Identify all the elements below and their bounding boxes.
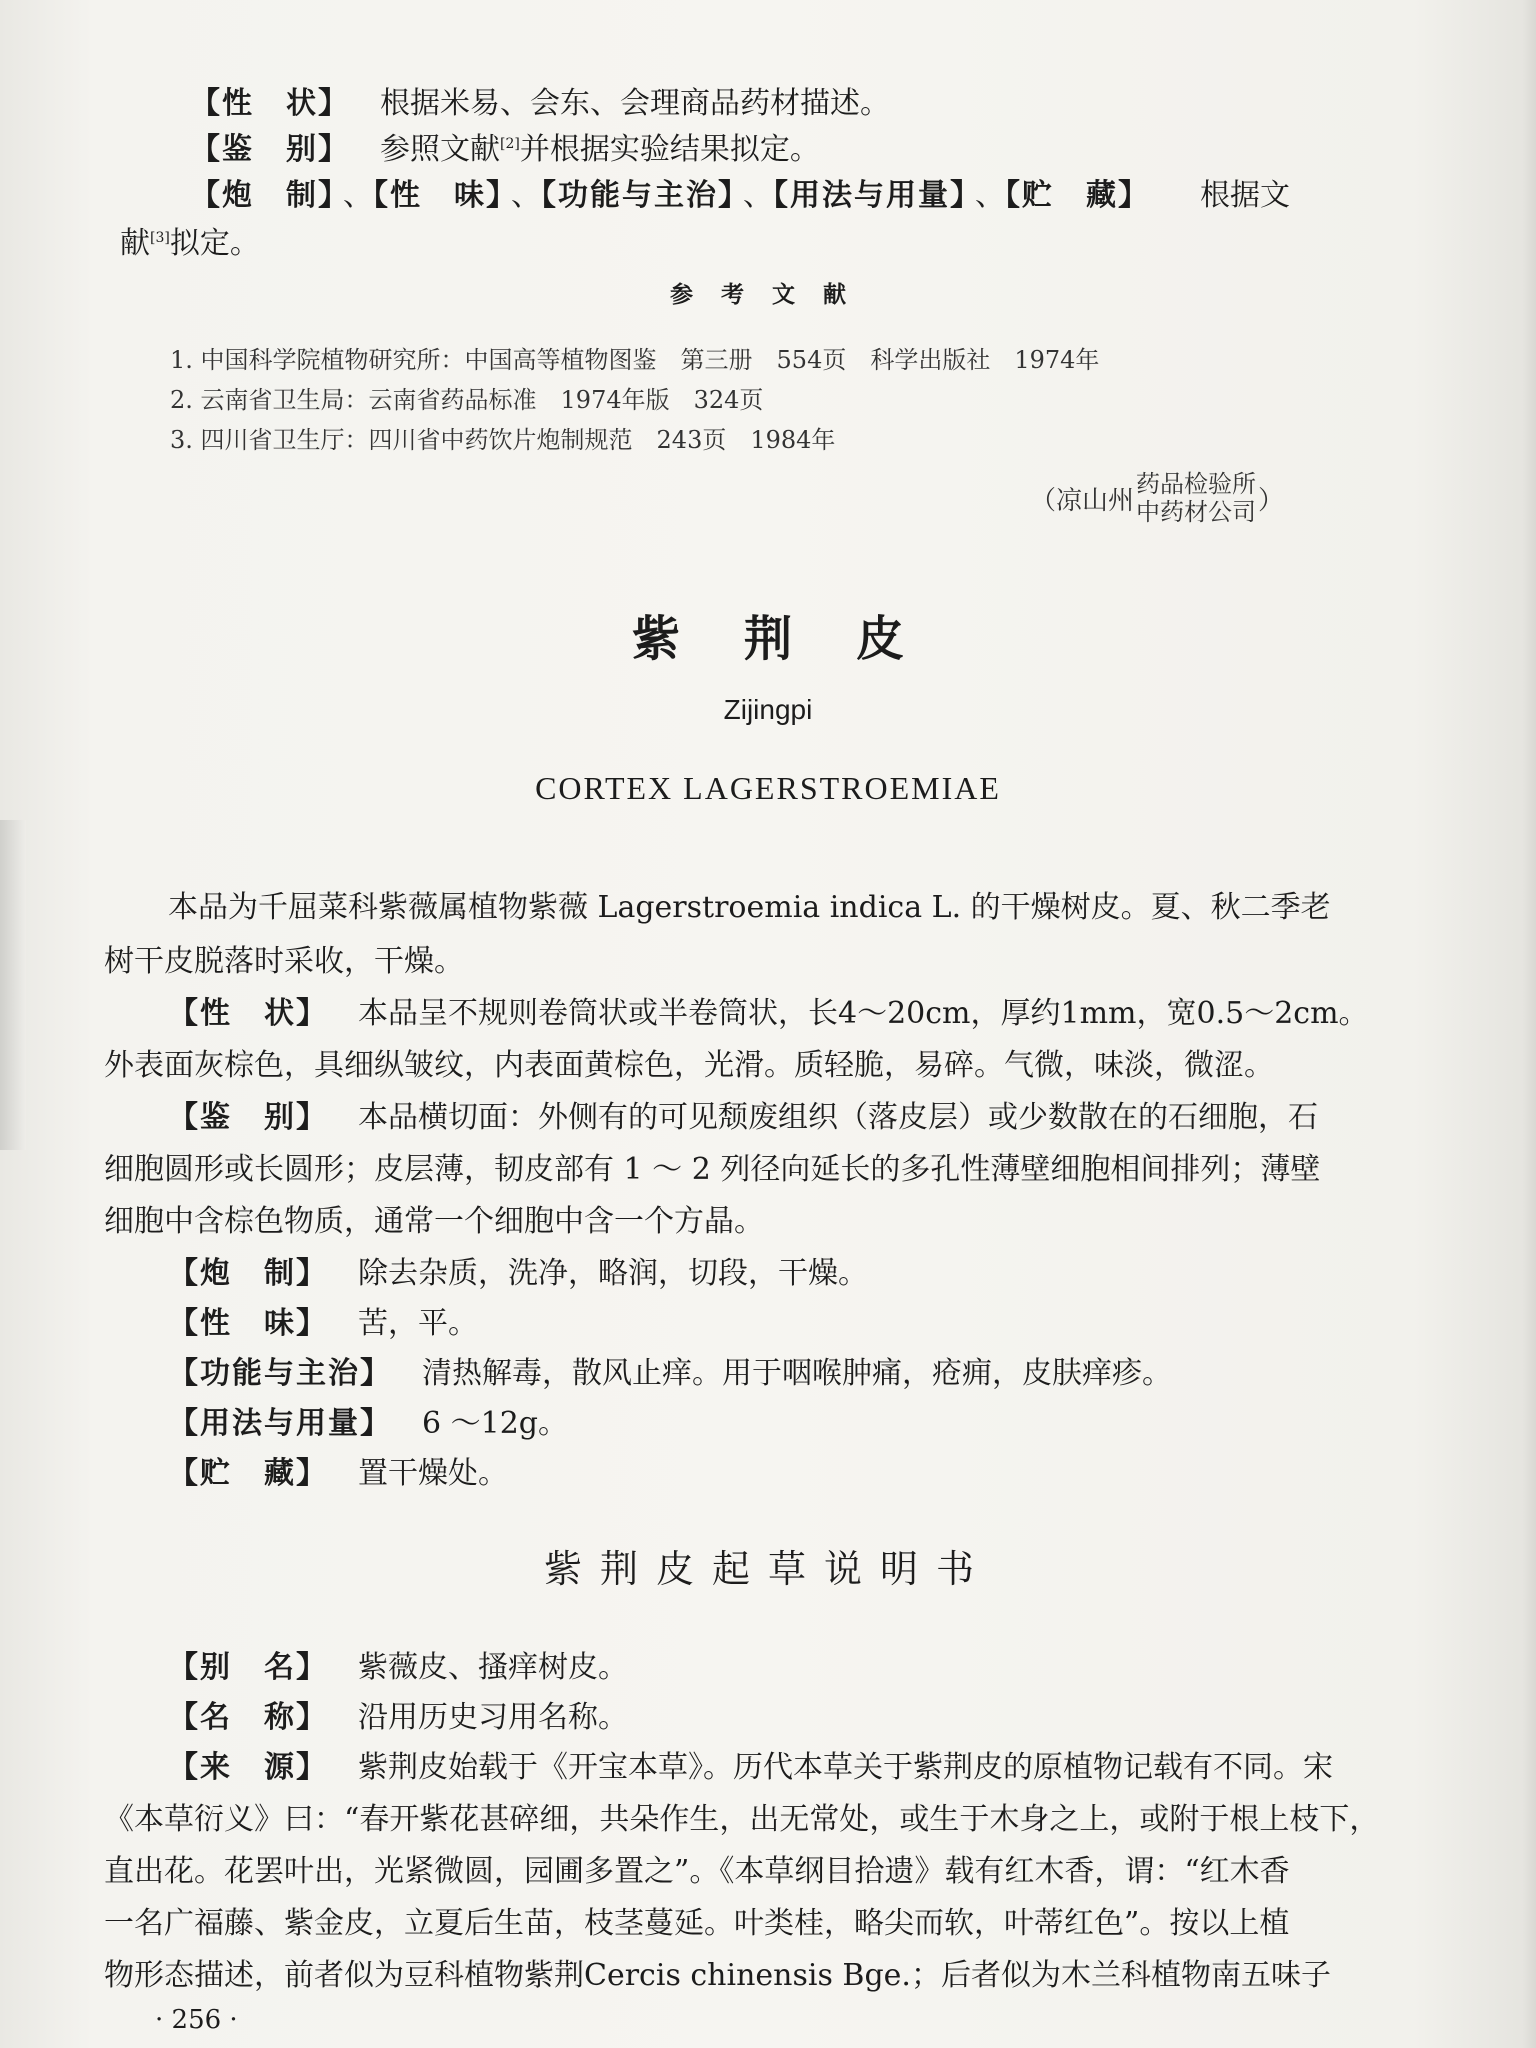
gongneng-line bbox=[168, 1348, 1172, 1392]
reference-item: 3. 四川省卫生厅：四川省中药饮片炮制规范 243页 1984年 bbox=[170, 426, 836, 454]
separator: 、 bbox=[975, 178, 1005, 213]
references-heading: 参考文献 bbox=[670, 282, 874, 308]
affiliation-stack bbox=[1136, 470, 1256, 526]
section-label: 【鉴 别】 bbox=[168, 1100, 328, 1135]
xingzhuang-line: 外表面灰棕色，具细纵皱纹，内表面黄棕色，光滑。质轻脆，易碎。气微，味淡，微涩。 bbox=[104, 1048, 1274, 1083]
affiliation-line: 药品检验所 bbox=[1136, 470, 1257, 498]
prev-continuation-line bbox=[120, 218, 260, 262]
paozhi-line bbox=[168, 1248, 868, 1292]
bieming-line bbox=[168, 1642, 628, 1686]
monograph-latin-name: CORTEX LAGERSTROEMIAE bbox=[535, 770, 1001, 806]
section-text: 献 bbox=[120, 226, 150, 261]
section-text: 根据文 bbox=[1200, 178, 1290, 213]
xingwei-line bbox=[168, 1298, 478, 1342]
section-label: 【炮 制】 bbox=[168, 1256, 328, 1291]
section-label: 【性 状】 bbox=[190, 86, 350, 121]
section-text: 本品横切面：外侧有的可见颓废组织（落皮层）或少数散在的石细胞，石 bbox=[358, 1100, 1318, 1135]
monograph-pinyin: Zijingpi bbox=[723, 694, 813, 725]
section-label: 【贮 藏】 bbox=[168, 1456, 328, 1491]
yongfa-line bbox=[168, 1398, 568, 1442]
affiliation-prefix: （凉山州 bbox=[1030, 485, 1135, 516]
citation-ref: [3] bbox=[150, 230, 170, 246]
citation-ref: [2] bbox=[500, 136, 520, 152]
section-text: 苦，平。 bbox=[358, 1306, 478, 1341]
section-text: 6 ～12g。 bbox=[422, 1406, 569, 1441]
separator: 、 bbox=[743, 178, 773, 213]
section-text: 本品呈不规则卷筒状或半卷筒状，长4～20cm，厚约1mm，宽0.5～2cm。 bbox=[358, 996, 1369, 1031]
mingcheng-line bbox=[168, 1692, 628, 1736]
author-affiliation bbox=[1030, 470, 1284, 526]
prev-xingzhuang-line bbox=[190, 78, 890, 122]
prev-combined-labels-line bbox=[190, 170, 1290, 214]
section-label: 【用法与用量】 bbox=[773, 178, 967, 213]
section-label: 【性 味】 bbox=[373, 178, 503, 213]
section-text: 参照文献 bbox=[380, 132, 500, 167]
binding-shadow bbox=[0, 820, 26, 1150]
section-label: 【用法与用量】 bbox=[168, 1406, 392, 1441]
laiyuan-line: 《本草衍义》曰：“春开紫花甚碎细，共朵作生，出无常处，或生于木身之上，或附于根上枝下， bbox=[104, 1802, 1380, 1837]
section-label: 【贮 藏】 bbox=[1005, 178, 1150, 213]
section-text: 根据米易、会东、会理商品药材描述。 bbox=[380, 86, 890, 121]
laiyuan-line bbox=[168, 1742, 1333, 1786]
section-label: 【鉴 别】 bbox=[190, 132, 350, 167]
laiyuan-line: 一名广福藤、紫金皮，立夏后生苗，枝茎蔓延。叶类桂，略尖而软，叶蒂红色”。按以上植 bbox=[104, 1906, 1290, 1941]
intro-line: 本品为千屈菜科紫薇属植物紫薇 Lagerstroemia indica L. 的干燥树皮。夏、秋二季老 bbox=[168, 890, 1331, 925]
reference-item: 2. 云南省卫生局：云南省药品标准 1974年版 324页 bbox=[170, 386, 764, 414]
affiliation-suffix: ） bbox=[1258, 485, 1285, 516]
section-label: 【来 源】 bbox=[168, 1750, 328, 1785]
section-text: 紫薇皮、搔痒树皮。 bbox=[358, 1650, 628, 1685]
intro-line: 树干皮脱落时采收，干燥。 bbox=[104, 944, 464, 979]
page-edge bbox=[1522, 0, 1536, 2048]
separator: 、 bbox=[343, 178, 373, 213]
jianbie-line: 细胞中含棕色物质，通常一个细胞中含一个方晶。 bbox=[104, 1204, 764, 1239]
affiliation-line: 中药材公司 bbox=[1136, 498, 1257, 526]
section-label: 【功能与主治】 bbox=[168, 1356, 392, 1391]
laiyuan-line: 直出花。花罢叶出，光紧微圆，园圃多置之”。《本草纲目拾遗》载有红木香，谓：“红木香 bbox=[104, 1854, 1290, 1889]
section-label: 【炮 制】 bbox=[190, 178, 335, 213]
section-text: 紫荆皮始载于《开宝本草》。历代本草关于紫荆皮的原植物记载有不同。宋 bbox=[358, 1750, 1333, 1785]
section-text: 沿用历史习用名称。 bbox=[358, 1700, 628, 1735]
reference-item: 1. 中国科学院植物研究所：中国高等植物图鉴 第三册 554页 科学出版社 1974年 bbox=[170, 346, 1100, 374]
laiyuan-line: 物形态描述，前者似为豆科植物紫荆Cercis chinensis Bge.；后者似为木兰科植物南五味子 bbox=[104, 1958, 1331, 1993]
xingzhuang-line bbox=[168, 988, 1369, 1032]
page-number: · 256 · bbox=[155, 2005, 238, 2035]
section-label: 【名 称】 bbox=[168, 1700, 328, 1735]
separator: 、 bbox=[511, 178, 541, 213]
section-text: 并根据实验结果拟定。 bbox=[519, 132, 820, 167]
jianbie-line: 细胞圆形或长圆形；皮层薄，韧皮部有 1 ～ 2 列径向延长的多孔性薄壁细胞相间排列；薄壁 bbox=[104, 1152, 1321, 1187]
drafting-notes-title: 紫荆皮起草说明书 bbox=[543, 1547, 992, 1591]
section-label: 【功能与主治】 bbox=[541, 178, 735, 213]
section-label: 【别 名】 bbox=[168, 1650, 328, 1685]
monograph-title: 紫荆皮 bbox=[631, 611, 968, 667]
section-text: 置干燥处。 bbox=[358, 1456, 508, 1491]
section-text: 拟定。 bbox=[169, 226, 260, 261]
zhucang-line bbox=[168, 1448, 508, 1492]
jianbie-line bbox=[168, 1092, 1318, 1136]
section-label: 【性 味】 bbox=[168, 1306, 328, 1341]
prev-jianbie-line bbox=[190, 124, 820, 168]
section-label: 【性 状】 bbox=[168, 996, 328, 1031]
section-text: 清热解毒，散风止痒。用于咽喉肿痛，疮痈，皮肤痒疹。 bbox=[422, 1356, 1172, 1391]
section-text: 除去杂质，洗净，略润，切段，干燥。 bbox=[358, 1256, 868, 1291]
